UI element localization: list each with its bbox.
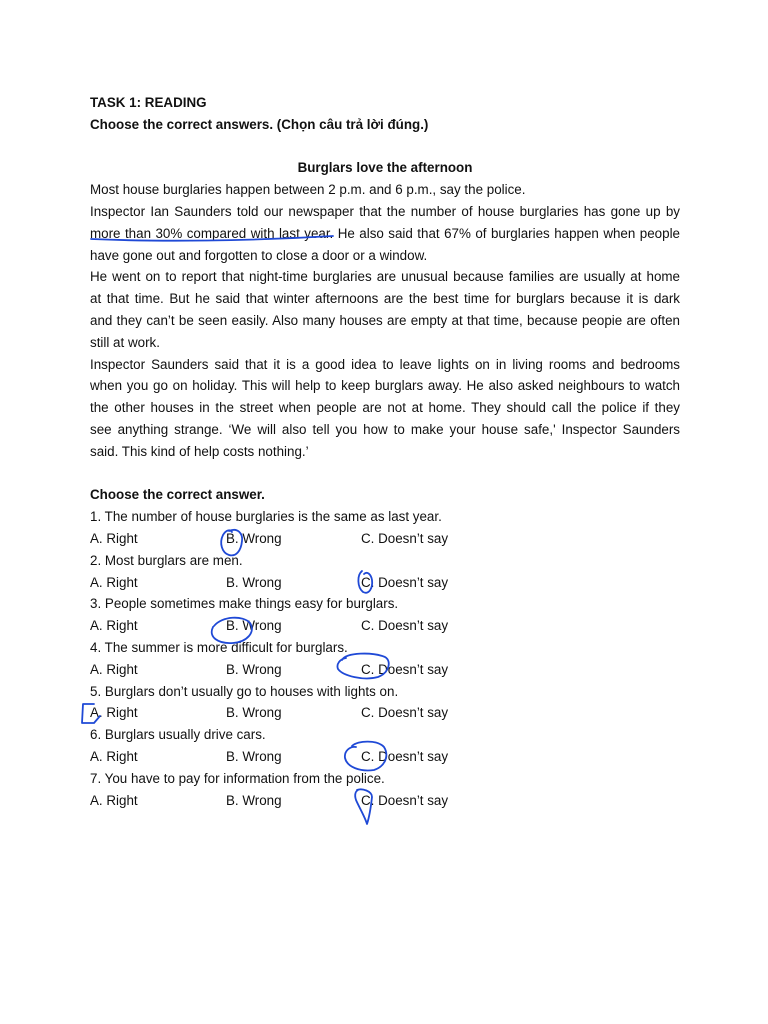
article-line: more than 30% compared with last year. He also said that 67% of burglaries happen when people: [90, 225, 680, 241]
option-a[interactable]: A. Right: [90, 530, 138, 546]
option-b[interactable]: B. Wrong: [226, 530, 282, 546]
question-7: [90, 768, 680, 812]
question-6: [90, 724, 680, 768]
questions-heading: Choose the correct answer.: [90, 487, 265, 503]
article-line: Inspector Ian Saunders told our newspaper that the number of house burglaries has gone up by: [90, 203, 680, 219]
option-c[interactable]: C. Doesn’t say: [361, 530, 449, 546]
option-a[interactable]: A. Right: [90, 618, 138, 634]
article-body: [90, 179, 680, 462]
article-line: when you go on holiday. This will help to keep burglars away. He also asked neighbours to watch: [90, 378, 680, 394]
question-text: 4. The summer is more difficult for burglars.: [90, 639, 348, 655]
option-b[interactable]: B. Wrong: [226, 792, 282, 808]
option-b[interactable]: B. Wrong: [226, 574, 282, 590]
worksheet: [90, 92, 680, 811]
question-text: 3. People sometimes make things easy for burglars.: [90, 596, 399, 612]
question-text: 7. You have to pay for information from the police.: [90, 770, 385, 786]
task-title: TASK 1: READING: [90, 95, 207, 110]
question-5: [90, 681, 680, 725]
option-b[interactable]: B. Wrong: [226, 748, 282, 764]
question-text: 1. The number of house burglaries is the same as last year.: [90, 509, 442, 525]
option-b[interactable]: B. Wrong: [226, 618, 282, 634]
option-a[interactable]: A. Right: [90, 574, 138, 590]
option-c[interactable]: C. Doesn’t say: [361, 705, 449, 721]
question-text: 2. Most burglars are men.: [90, 552, 243, 568]
option-c[interactable]: C. Doesn’t say: [361, 792, 449, 808]
article-line: see anything strange. ‘We will also tell you how to make your house safe,' Inspector Saunders: [90, 421, 680, 437]
article-line: Inspector Saunders said that it is a good idea to leave lights on in living rooms and bedrooms: [90, 356, 680, 372]
article-title: Burglars love the afternoon: [297, 160, 473, 176]
option-c[interactable]: C. Doesn’t say: [361, 574, 449, 590]
question-list: [90, 506, 680, 811]
article-line: Most house burglaries happen between 2 p.m. and 6 p.m., say the police.: [90, 182, 526, 198]
article-line: and they can’t be seen easily. Also many houses are empty at that time, because peopie are often: [90, 312, 680, 328]
question-4: [90, 637, 680, 681]
question-2: [90, 550, 680, 594]
article-line: said. This kind of help costs nothing.’: [90, 443, 309, 459]
question-1: [90, 506, 680, 550]
option-c[interactable]: C. Doesn’t say: [361, 661, 449, 677]
article-line: He went on to report that night-time burglaries are unusual because families are usually at home: [90, 269, 680, 285]
option-c[interactable]: C. Doesn’t say: [361, 748, 449, 764]
option-b[interactable]: B. Wrong: [226, 661, 282, 677]
option-a[interactable]: A. Right: [90, 705, 138, 721]
article-line: the other houses in the street when people are not at home. They should call the police if they: [90, 400, 680, 416]
article-line: still at work.: [90, 334, 160, 350]
question-text: 5. Burglars don’t usually go to houses with lights on.: [90, 683, 399, 699]
option-a[interactable]: A. Right: [90, 661, 138, 677]
question-3: [90, 593, 680, 637]
option-c[interactable]: C. Doesn’t say: [361, 618, 449, 634]
question-text: 6. Burglars usually drive cars.: [90, 727, 266, 743]
article-line: have gone out and forgotten to close a door or a window.: [90, 247, 428, 263]
article-line: at that time. But he said that winter afternoons are the best time for burglars because it is dark: [90, 291, 680, 307]
instruction: Choose the correct answers. (Chọn câu trả lời đúng.): [90, 116, 429, 132]
option-a[interactable]: A. Right: [90, 748, 138, 764]
option-b[interactable]: B. Wrong: [226, 705, 282, 721]
option-a[interactable]: A. Right: [90, 792, 138, 808]
